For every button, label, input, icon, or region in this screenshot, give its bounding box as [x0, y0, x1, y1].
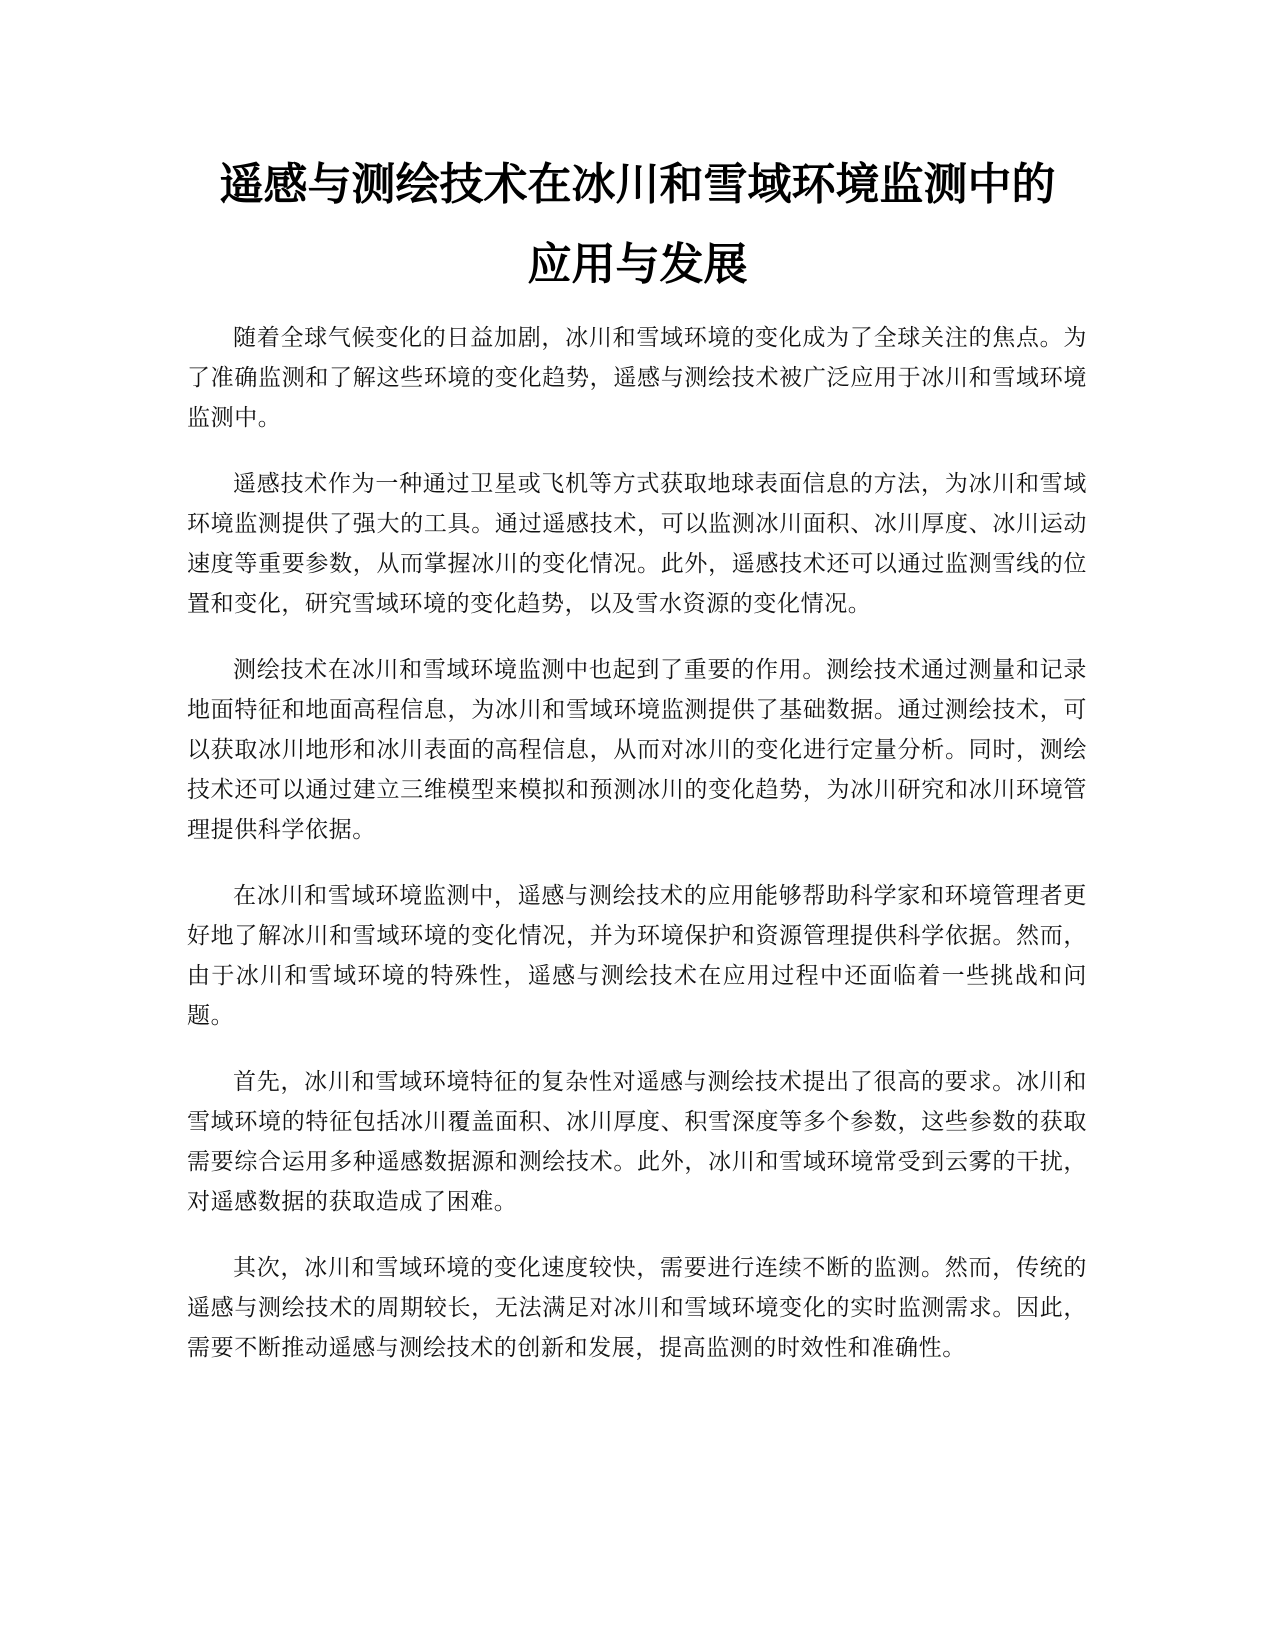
- paragraph-3: 测绘技术在冰川和雪域环境监测中也起到了重要的作用。测绘技术通过测量和记录地面特征和地面高程信息，为冰川和雪域环境监测提供了基础数据。通过测绘技术，可以获取冰川地形和冰川表面的高程信息，从而对冰川的变化进行定量分析。同时，测绘技术还可以通过建立三维模型来模拟和预测冰川的变化趋势，为冰川研究和冰川环境管理提供科学依据。: [187, 657, 1087, 843]
- document-title: [150, 145, 1125, 305]
- paragraph-2: 遥感技术作为一种通过卫星或飞机等方式获取地球表面信息的方法，为冰川和雪域环境监测提供了强大的工具。通过遥感技术，可以监测冰川面积、冰川厚度、冰川运动速度等重要参数，从而掌握冰川的变化情况。此外，遥感技术还可以通过监测雪线的位置和变化，研究雪域环境的变化趋势，以及雪水资源的变化情况。: [187, 471, 1087, 617]
- paragraph-5: 首先，冰川和雪域环境特征的复杂性对遥感与测绘技术提出了很高的要求。冰川和雪域环境的特征包括冰川覆盖面积、冰川厚度、积雪深度等多个参数，这些参数的获取需要综合运用多种遥感数据源和测绘技术。此外，冰川和雪域环境常受到云雾的干扰，对遥感数据的获取造成了困难。: [187, 1069, 1087, 1215]
- title-line-1: 遥感与测绘技术在冰川和雪域环境监测中的: [219, 159, 1056, 210]
- title-line-2: 应用与发展: [527, 239, 748, 290]
- paragraph-4: 在冰川和雪域环境监测中，遥感与测绘技术的应用能够帮助科学家和环境管理者更好地了解冰川和雪域环境的变化情况，并为环境保护和资源管理提供科学依据。然而，由于冰川和雪域环境的特殊性，遥感与测绘技术在应用过程中还面临着一些挑战和问题。: [187, 883, 1087, 1029]
- paragraph-6: 其次，冰川和雪域环境的变化速度较快，需要进行连续不断的监测。然而，传统的遥感与测绘技术的周期较长，无法满足对冰川和雪域环境变化的实时监测需求。因此，需要不断推动遥感与测绘技术的创新和发展，提高监测的时效性和准确性。: [187, 1255, 1087, 1361]
- document-body: [187, 318, 1087, 1394]
- paragraph-1: 随着全球气候变化的日益加剧，冰川和雪域环境的变化成为了全球关注的焦点。为了准确监测和了解这些环境的变化趋势，遥感与测绘技术被广泛应用于冰川和雪域环境监测中。: [187, 325, 1087, 431]
